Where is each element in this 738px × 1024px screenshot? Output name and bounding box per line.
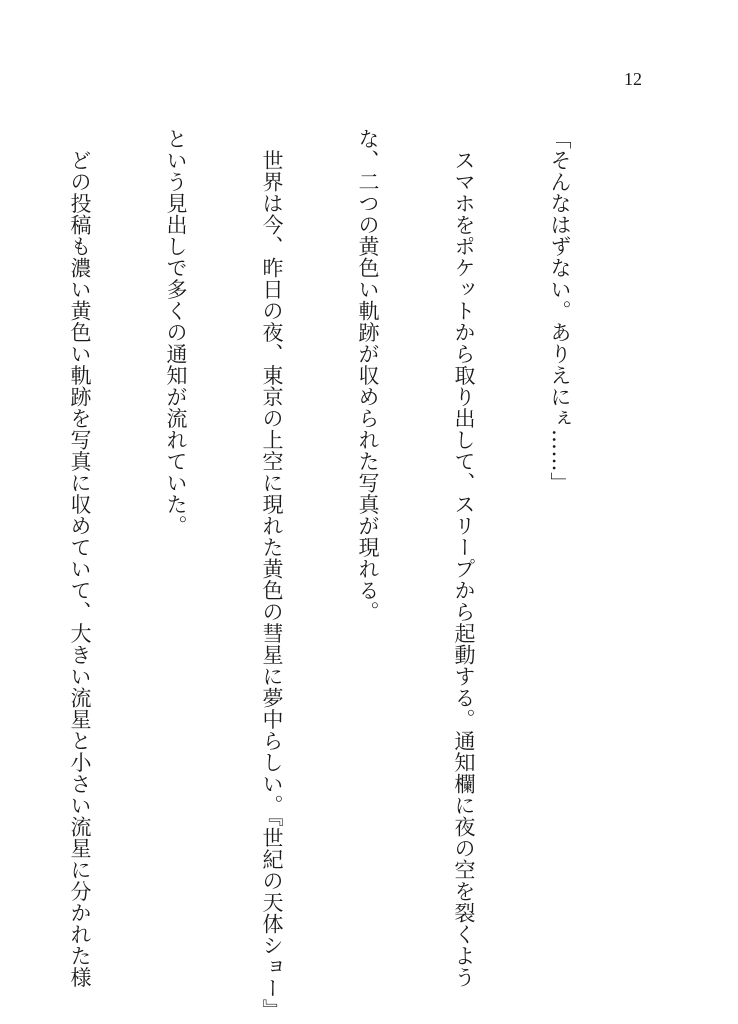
text-line: スマホをポケットから取り出して、スリープから起動する。通知欄に夜の空を裂くよう [452,128,476,988]
text-line: 「そんなはずない。ありえにぇ……」 [548,128,572,494]
text-line: な、二つの黄色い軌跡が収められた写真が現れる。 [356,128,380,623]
text-line: という見出しで多くの通知が流れていた。 [164,128,188,537]
page-number: 12 [624,69,642,89]
text-line: 世界は今、昨日の夜、東京の上空に現れた黄色の彗星に夢中らしい。『世紀の天体ショー』 [260,128,284,1021]
novel-text-block [68,128,640,1021]
text-line: どの投稿も濃い黄色い軌跡を写真に収めていて、大きい流星と小さい流星に分かれた様 [68,128,92,988]
